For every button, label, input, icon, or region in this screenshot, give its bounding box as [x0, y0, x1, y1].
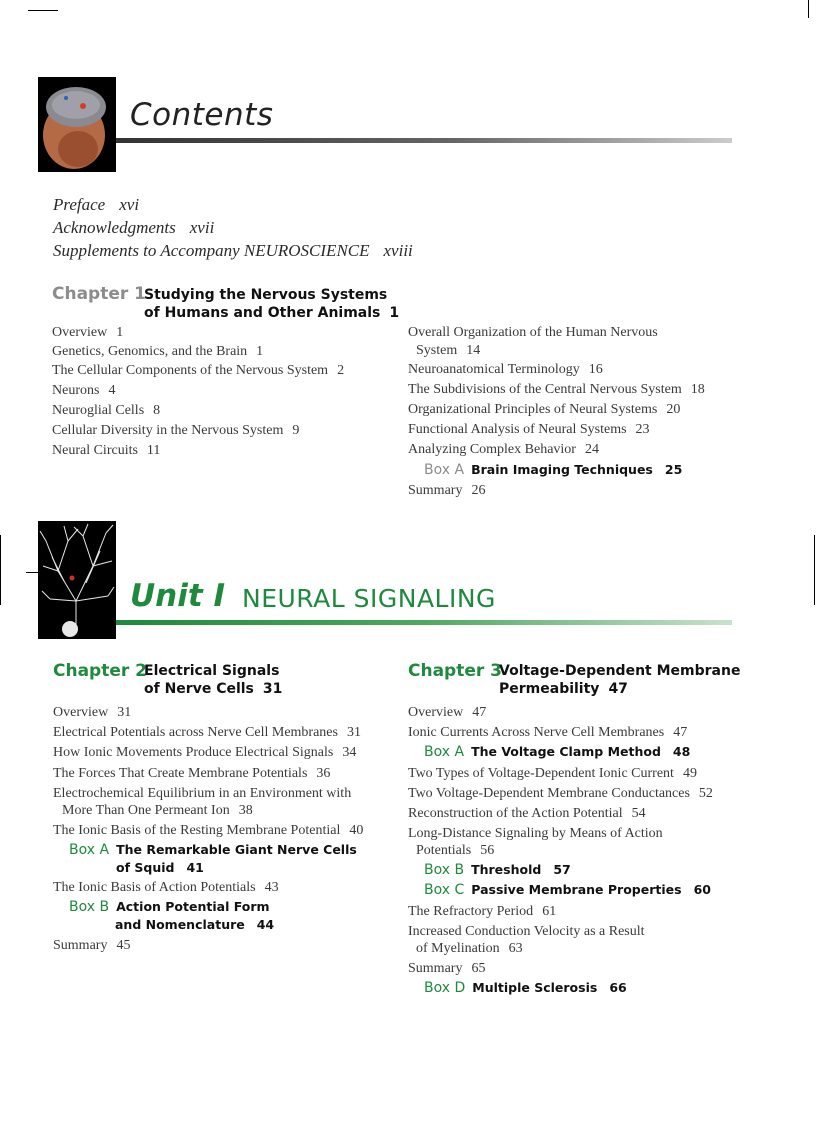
toc-entry[interactable]: Ionic Currents Across Nerve Cell Membranes 47 — [408, 725, 688, 740]
box-entry[interactable]: Box B Action Potential Form and Nomenclature 44 — [69, 899, 275, 932]
toc-entry[interactable]: of Myelination 63 — [416, 941, 523, 956]
toc-entry[interactable]: The Ionic Basis of Action Potentials 43 — [53, 880, 279, 895]
front-matter-item[interactable]: Preface xvi — [53, 195, 140, 214]
chapter-1-title[interactable]: Studying the Nervous Systems of Humans and Other Animals 1 — [144, 287, 400, 321]
box-entry[interactable]: Box D Multiple Sclerosis 66 — [424, 980, 627, 996]
toc-entry[interactable]: Overview 31 — [53, 705, 132, 720]
box-entry[interactable]: Box B Threshold 57 — [424, 862, 571, 878]
toc-entry[interactable]: Potentials 56 — [416, 843, 495, 858]
toc-entry[interactable]: Neurons 4 — [52, 383, 116, 398]
toc-entry[interactable]: Two Types of Voltage-Dependent Ionic Current 49 — [408, 766, 697, 781]
toc-entry[interactable]: How Ionic Movements Produce Electrical Signals 34 — [53, 745, 357, 760]
toc-entry[interactable]: Summary 45 — [53, 938, 131, 953]
toc-entry[interactable]: Neuroglial Cells 8 — [52, 403, 161, 418]
front-matter-item[interactable]: Supplements to Accompany NEUROSCIENCE xviii — [53, 241, 413, 260]
toc-entry[interactable]: Overview 47 — [408, 705, 487, 720]
toc-entry[interactable]: Genetics, Genomics, and the Brain 1 — [52, 344, 264, 359]
contents-title: Contents — [130, 97, 274, 133]
toc-entry[interactable]: Electrical Potentials across Nerve Cell Membranes 31 — [53, 725, 361, 740]
chapter-2-title[interactable]: Electrical Signals of Nerve Cells 31 — [144, 663, 283, 697]
chapter-2-label: Chapter 2 — [53, 661, 148, 681]
box-entry[interactable]: Box A Brain Imaging Techniques 25 — [424, 462, 683, 478]
crop-mark — [0, 535, 1, 605]
toc-entry[interactable]: Two Voltage-Dependent Membrane Conductances 52 — [408, 786, 713, 801]
toc-entry[interactable]: Cellular Diversity in the Nervous System 9 — [52, 423, 300, 438]
box-entry[interactable]: Box A The Voltage Clamp Method 48 — [424, 744, 691, 760]
toc-entry[interactable]: Overview 1 — [52, 325, 124, 340]
toc-entry[interactable]: Neuroanatomical Terminology 16 — [408, 362, 603, 377]
toc-entry[interactable]: Neural Circuits 11 — [52, 443, 161, 458]
toc-entry[interactable]: Reconstruction of the Action Potential 54 — [408, 806, 646, 821]
chapter-3-title[interactable]: Voltage-Dependent Membrane Permeability 47 — [499, 663, 741, 697]
box-entry[interactable]: Box C Passive Membrane Properties 60 — [424, 882, 711, 898]
toc-entry[interactable]: Functional Analysis of Neural Systems 23 — [408, 422, 650, 437]
chapter-3-label: Chapter 3 — [408, 661, 503, 681]
toc-entry[interactable]: Summary 26 — [408, 483, 486, 498]
chapter-1-label: Chapter 1 — [52, 284, 147, 304]
unit-subtitle: NEURAL SIGNALING — [242, 584, 496, 613]
crop-mark — [808, 0, 809, 18]
toc-entry[interactable]: More Than One Permeant Ion 38 — [62, 803, 253, 818]
toc-entry[interactable]: The Cellular Components of the Nervous System 2 — [52, 363, 345, 378]
toc-entry[interactable]: Analyzing Complex Behavior 24 — [408, 442, 599, 457]
toc-entry[interactable]: Increased Conduction Velocity as a Result — [408, 924, 645, 939]
brain-3d-image — [38, 77, 116, 172]
toc-entry[interactable]: The Refractory Period 61 — [408, 904, 557, 919]
toc-entry[interactable]: The Ionic Basis of the Resting Membrane Potential 40 — [53, 823, 364, 838]
toc-entry[interactable]: The Forces That Create Membrane Potentials 36 — [53, 766, 331, 781]
toc-entry[interactable]: Electrochemical Equilibrium in an Environment with — [53, 786, 352, 801]
front-matter-item[interactable]: Acknowledgments xvii — [53, 218, 215, 237]
toc-entry[interactable]: Overall Organization of the Human Nervous — [408, 325, 658, 340]
toc-entry[interactable]: System 14 — [416, 343, 481, 358]
toc-entry[interactable]: The Subdivisions of the Central Nervous System 18 — [408, 382, 705, 397]
toc-entry[interactable]: Long-Distance Signaling by Means of Action — [408, 826, 663, 841]
unit-title: Unit I — [130, 578, 226, 614]
toc-entry[interactable]: Organizational Principles of Neural Systems 20 — [408, 402, 681, 417]
crop-mark — [28, 10, 58, 11]
box-entry[interactable]: Box A The Remarkable Giant Nerve Cells of Squid 41 — [69, 842, 357, 875]
contents-rule — [116, 138, 732, 143]
neuron-image — [38, 521, 116, 639]
toc-entry[interactable]: Summary 65 — [408, 961, 486, 976]
crop-mark — [814, 535, 815, 605]
unit-rule — [116, 620, 732, 625]
